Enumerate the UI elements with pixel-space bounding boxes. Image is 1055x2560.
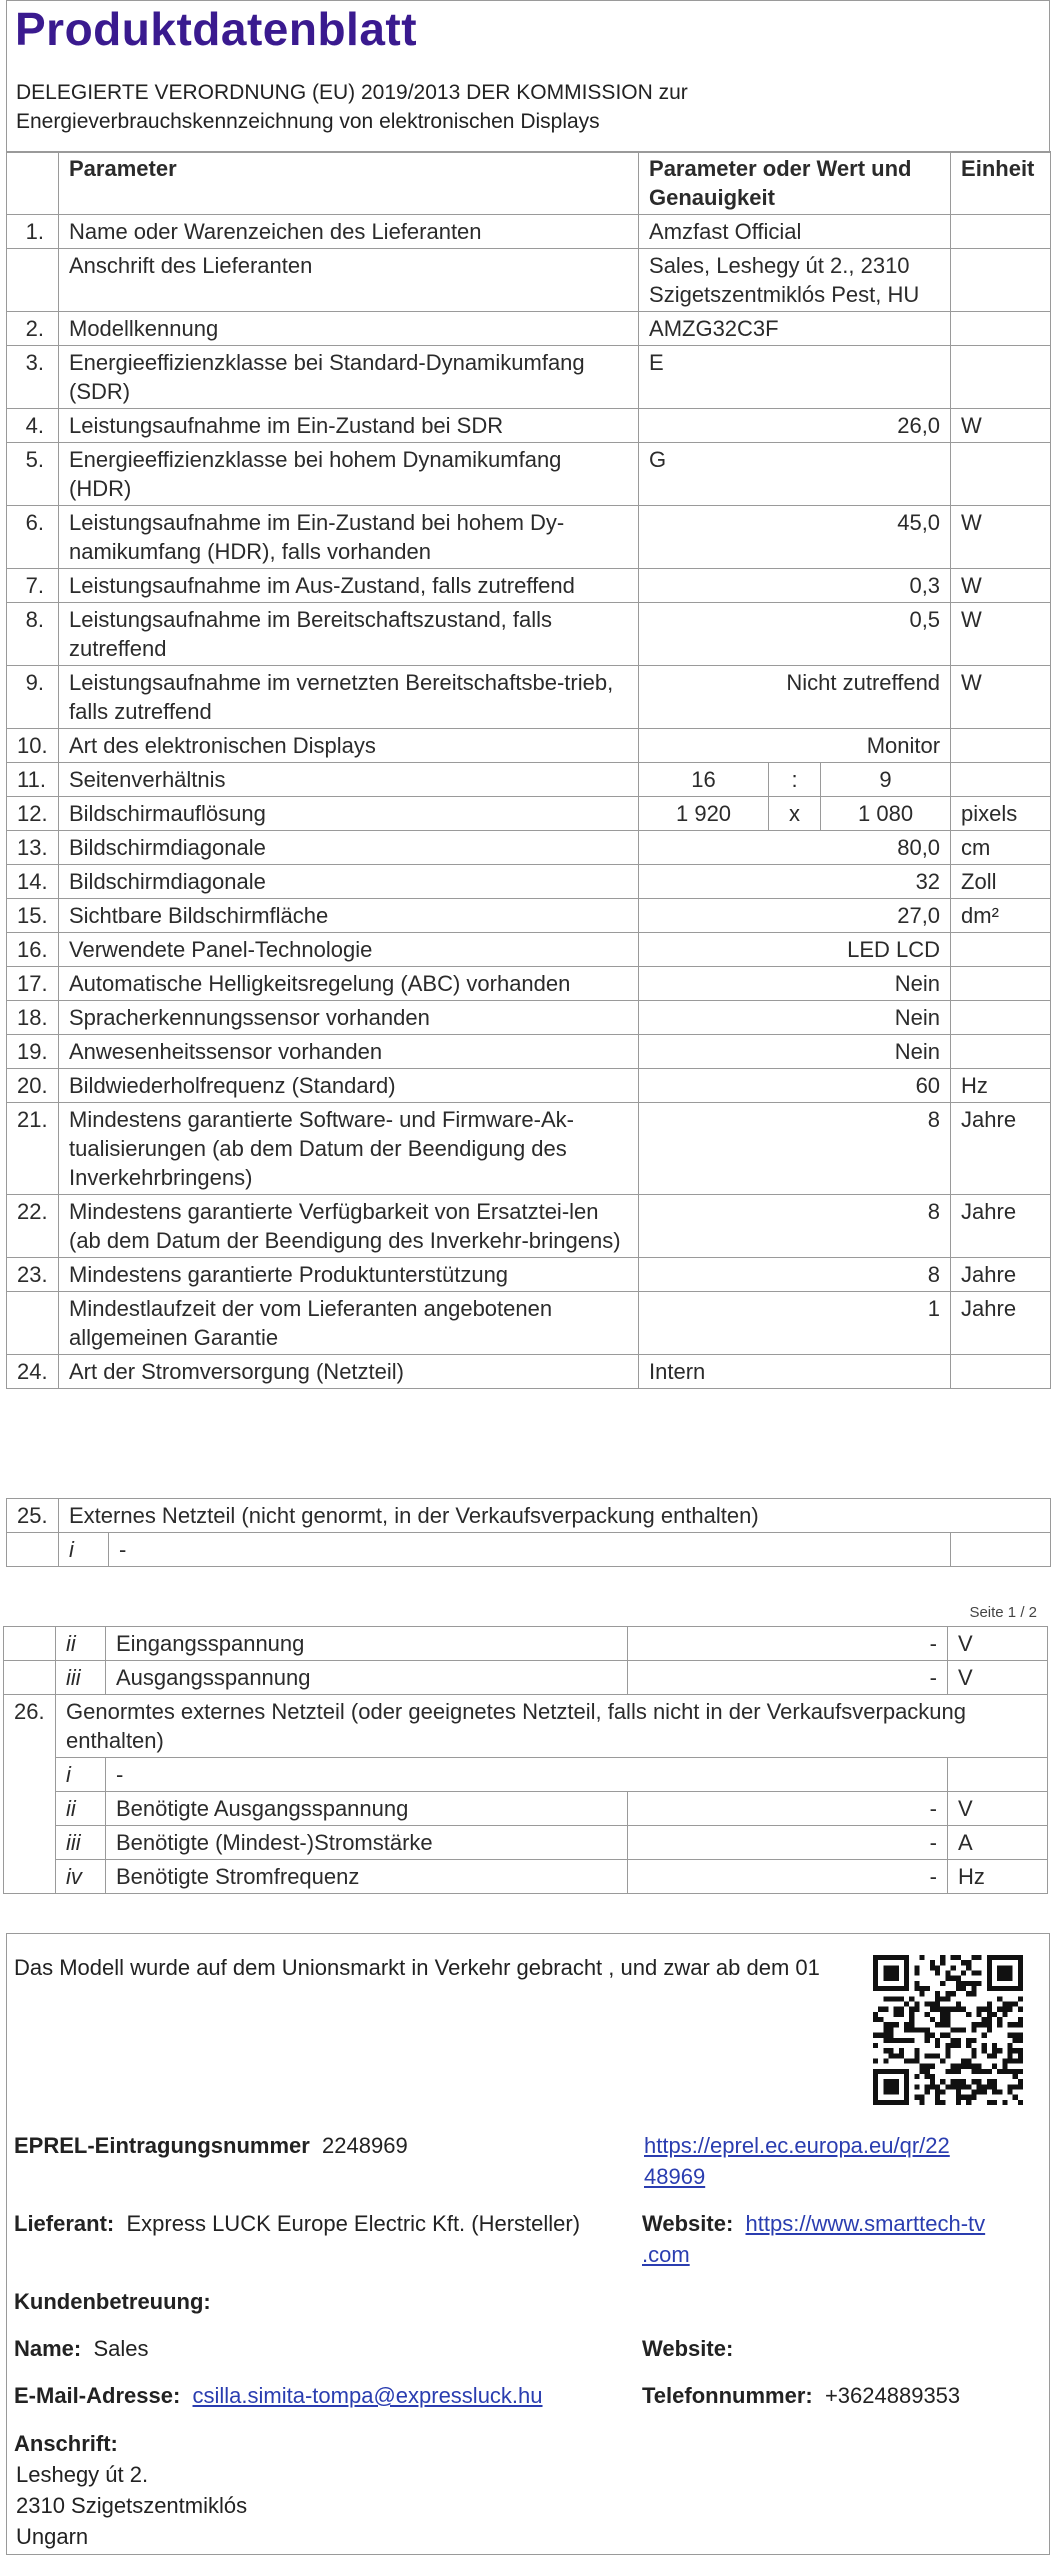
eprel-number: 2248969: [322, 2133, 408, 2158]
row-number: 3.: [7, 346, 59, 409]
row-unit: [951, 249, 1051, 312]
row-separator: x: [769, 797, 821, 831]
row-value-1: 16: [639, 763, 769, 797]
row-number: 20.: [7, 1069, 59, 1103]
sub-index: iii: [56, 1661, 106, 1695]
row-label: Spracherkennungssensor vorhanden: [59, 1001, 639, 1035]
row-value: -: [628, 1792, 948, 1826]
row-number: 7.: [7, 569, 59, 603]
row-value: Sales, Leshegy út 2., 2310 Szigetszentmiklós Pest, HU: [639, 249, 951, 312]
row-value: G: [639, 443, 951, 506]
row-unit: Hz: [951, 1069, 1051, 1103]
row-unit: [951, 1001, 1051, 1035]
website-link[interactable]: https://www.smarttech-tv: [745, 2211, 986, 2236]
table-row: [7, 1258, 1051, 1292]
email-label: E-Mail-Adresse:: [14, 2383, 181, 2408]
address-line-2: 2310 Szigetszentmiklós: [16, 2493, 248, 2518]
row-number: 12.: [7, 797, 59, 831]
row-label: Automatische Helligkeitsregelung (ABC) vorhanden: [59, 967, 639, 1001]
table-row: [4, 1758, 1048, 1792]
row-number: 24.: [7, 1355, 59, 1389]
table-row: [7, 603, 1051, 666]
website-label: Website:: [642, 2211, 734, 2236]
table-row: [7, 506, 1051, 569]
row-separator: :: [769, 763, 821, 797]
table-row: [7, 215, 1051, 249]
row-label: Bildwiederholfrequenz (Standard): [59, 1069, 639, 1103]
row-value: -: [628, 1661, 948, 1695]
supplier-label: Lieferant:: [14, 2211, 115, 2236]
row-label: Mindestens garantierte Software- und Firmware-Ak-tualisierungen (ab dem Datum der Beendigung des Inverkehrbringens): [59, 1103, 639, 1195]
row-label: Anwesenheitssensor vorhanden: [59, 1035, 639, 1069]
table-row: [7, 1292, 1051, 1355]
sub-index: i: [56, 1758, 106, 1792]
header-value: Parameter oder Wert und Genauigkeit: [639, 152, 951, 215]
eprel-row: [14, 2130, 408, 2161]
row-unit: Jahre: [951, 1292, 1051, 1355]
row-number: 15.: [7, 899, 59, 933]
row-unit: Zoll: [951, 865, 1051, 899]
row-label: Energieeffizienzklasse bei Standard-Dynamikumfang (SDR): [59, 346, 639, 409]
table-row: [4, 1627, 1048, 1661]
table-row: [7, 831, 1051, 865]
row-value-2: 1 080: [821, 797, 951, 831]
row-number: 14.: [7, 865, 59, 899]
phone-label: Telefonnummer:: [642, 2383, 813, 2408]
row-value: -: [109, 1533, 951, 1567]
row-unit: [951, 729, 1051, 763]
email-row: [14, 2380, 543, 2411]
subtitle-line-1: DELEGIERTE VERORDNUNG (EU) 2019/2013 DER KOMMISSION zur: [16, 81, 688, 104]
eprel-link-line-1[interactable]: https://eprel.ec.europa.eu/qr/22: [644, 2133, 950, 2158]
row-label: Sichtbare Bildschirmfläche: [59, 899, 639, 933]
table-row: [7, 1001, 1051, 1035]
table-row: [7, 249, 1051, 312]
table-row: [7, 1355, 1051, 1389]
row-label: Genormtes externes Netzteil (oder geeignetes Netzteil, falls nicht in der Verkaufsverpackung enthalten): [56, 1695, 1048, 1758]
row-label: Mindestens garantierte Verfügbarkeit von Ersatztei-len (ab dem Datum der Beendigung des Inverkehr-bringens): [59, 1195, 639, 1258]
contact-name-row: [14, 2333, 149, 2364]
eprel-link-line-2[interactable]: 48969: [644, 2164, 706, 2189]
row-label: Benötigte Ausgangsspannung: [106, 1792, 628, 1826]
table-row: [7, 443, 1051, 506]
table-row: [7, 899, 1051, 933]
header-parameter: Parameter: [59, 152, 639, 215]
table-header-row: [7, 152, 1051, 215]
row-value: 80,0: [639, 831, 951, 865]
row-unit: W: [951, 569, 1051, 603]
row-unit: W: [951, 409, 1051, 443]
row-label: Benötigte (Mindest-)Stromstärke: [106, 1826, 628, 1860]
table-row: [4, 1826, 1048, 1860]
header-unit: Einheit: [951, 152, 1051, 215]
row-number: [4, 1661, 56, 1695]
row-value: 60: [639, 1069, 951, 1103]
row-value: -: [628, 1860, 948, 1894]
contact-website-label: Website:: [642, 2336, 734, 2361]
page-number: Seite 1 / 2: [969, 1604, 1037, 1621]
row-value: LED LCD: [639, 933, 951, 967]
row-unit: [951, 443, 1051, 506]
row-value: Nein: [639, 967, 951, 1001]
table-row: [7, 967, 1051, 1001]
row-number: 2.: [7, 312, 59, 346]
website-row: [642, 2208, 1032, 2270]
contact-name-label: Name:: [14, 2336, 82, 2361]
table-row: [7, 346, 1051, 409]
supplier-name: Express LUCK Europe Electric Kft. (Hersteller): [126, 2211, 581, 2236]
row-value: E: [639, 346, 951, 409]
row-value: 32: [639, 865, 951, 899]
row-label: Ausgangsspannung: [106, 1661, 628, 1695]
row-unit: Jahre: [951, 1258, 1051, 1292]
table-row: [7, 763, 1051, 797]
row-value-2: 9: [821, 763, 951, 797]
row-unit: pixels: [951, 797, 1051, 831]
row-unit: [951, 215, 1051, 249]
table-row: [7, 729, 1051, 763]
row-number: 6.: [7, 506, 59, 569]
row-number: 13.: [7, 831, 59, 865]
row-label: Leistungsaufnahme im Ein-Zustand bei SDR: [59, 409, 639, 443]
row-value: 0,3: [639, 569, 951, 603]
row-value: 26,0: [639, 409, 951, 443]
row-label: Modellkennung: [59, 312, 639, 346]
row-label: Energieeffizienzklasse bei hohem Dynamikumfang (HDR): [59, 443, 639, 506]
power-supply-table-p2: [3, 1626, 1048, 1894]
row-value: 27,0: [639, 899, 951, 933]
row-unit: V: [948, 1627, 1048, 1661]
row-value: 8: [639, 1258, 951, 1292]
row-value: Nein: [639, 1001, 951, 1035]
row-unit: W: [951, 666, 1051, 729]
row-unit: dm²: [951, 899, 1051, 933]
row-unit: [948, 1758, 1048, 1792]
row-value: -: [628, 1627, 948, 1661]
row-number: [4, 1627, 56, 1661]
header-number: [7, 152, 59, 215]
row-label: Anschrift des Lieferanten: [59, 249, 639, 312]
row-label: Externes Netzteil (nicht genormt, in der Verkaufsverpackung enthalten): [59, 1499, 1051, 1533]
table-row: [7, 1195, 1051, 1258]
row-unit: cm: [951, 831, 1051, 865]
row-value: 0,5: [639, 603, 951, 666]
row-value: Nein: [639, 1035, 951, 1069]
row-label: Leistungsaufnahme im Aus-Zustand, falls zutreffend: [59, 569, 639, 603]
row-value: Nicht zutreffend: [639, 666, 951, 729]
row-number: 17.: [7, 967, 59, 1001]
row-label: Name oder Warenzeichen des Lieferanten: [59, 215, 639, 249]
row-number: [7, 249, 59, 312]
row-number: [7, 1292, 59, 1355]
website-link-cont[interactable]: .com: [642, 2242, 690, 2267]
sub-index: ii: [56, 1627, 106, 1661]
row-value: Monitor: [639, 729, 951, 763]
row-value: 45,0: [639, 506, 951, 569]
row-number: 18.: [7, 1001, 59, 1035]
customer-service-heading: Kundenbetreuung:: [14, 2289, 211, 2314]
table-row: [7, 1035, 1051, 1069]
row-label: Bildschirmdiagonale: [59, 831, 639, 865]
row-number: 10.: [7, 729, 59, 763]
table-row: [7, 409, 1051, 443]
row-number: 22.: [7, 1195, 59, 1258]
table-row: [7, 1499, 1051, 1533]
table-row: [4, 1792, 1048, 1826]
row-unit: Jahre: [951, 1103, 1051, 1195]
table-row: [7, 312, 1051, 346]
qr-code-icon[interactable]: [873, 1955, 1023, 2105]
sub-index: iii: [56, 1826, 106, 1860]
supplier-row: [14, 2208, 580, 2239]
subtitle-line-2: Energieverbrauchskennzeichnung von elektronischen Displays: [16, 110, 600, 133]
row-unit: W: [951, 603, 1051, 666]
contact-name: Sales: [93, 2336, 149, 2361]
table-row: [7, 1533, 1051, 1567]
row-number: 16.: [7, 933, 59, 967]
table-row: [7, 797, 1051, 831]
address-line-3: Ungarn: [16, 2524, 89, 2549]
row-unit: A: [948, 1826, 1048, 1860]
table-row: [7, 1103, 1051, 1195]
address-label: Anschrift:: [14, 2431, 118, 2456]
table-row: [4, 1860, 1048, 1894]
row-value: -: [106, 1758, 948, 1792]
table-row: [4, 1695, 1048, 1758]
row-number: 25.: [7, 1499, 59, 1533]
row-label: Seitenverhältnis: [59, 763, 639, 797]
row-value: 8: [639, 1195, 951, 1258]
row-unit: [951, 967, 1051, 1001]
row-number: [7, 1533, 59, 1567]
parameter-table: [6, 151, 1051, 1389]
row-value: 8: [639, 1103, 951, 1195]
row-value: AMZG32C3F: [639, 312, 951, 346]
row-unit: V: [948, 1661, 1048, 1695]
row-label: Leistungsaufnahme im vernetzten Bereitschaftsbe-trieb, falls zutreffend: [59, 666, 639, 729]
row-unit: W: [951, 506, 1051, 569]
table-row: [7, 569, 1051, 603]
row-label: Art des elektronischen Displays: [59, 729, 639, 763]
row-number: 26.: [4, 1695, 56, 1894]
row-value: Amzfast Official: [639, 215, 951, 249]
row-label: Leistungsaufnahme im Bereitschaftszustand, falls zutreffend: [59, 603, 639, 666]
market-date-text: Das Modell wurde auf dem Unionsmarkt in Verkehr gebracht , und zwar ab dem 01: [14, 1955, 820, 1980]
row-number: 5.: [7, 443, 59, 506]
regulation-subtitle: [16, 78, 688, 136]
row-unit: [951, 933, 1051, 967]
email-link[interactable]: csilla.simita-tompa@expressluck.hu: [192, 2383, 543, 2408]
page-title: Produktdatenblatt: [15, 3, 418, 55]
row-unit: [951, 346, 1051, 409]
row-label: Leistungsaufnahme im Ein-Zustand bei hohem Dy-namikumfang (HDR), falls vorhanden: [59, 506, 639, 569]
row-label: Verwendete Panel-Technologie: [59, 933, 639, 967]
row-number: 19.: [7, 1035, 59, 1069]
row-unit: [951, 312, 1051, 346]
row-unit: Jahre: [951, 1195, 1051, 1258]
address-line-1: Leshegy út 2.: [16, 2462, 149, 2487]
row-unit: [951, 763, 1051, 797]
row-label: Mindestens garantierte Produktunterstützung: [59, 1258, 639, 1292]
eprel-label: EPREL-Eintragungsnummer: [14, 2133, 310, 2158]
row-number: 8.: [7, 603, 59, 666]
row-unit: [951, 1533, 1051, 1567]
row-number: 23.: [7, 1258, 59, 1292]
eprel-link[interactable]: [644, 2130, 950, 2192]
row-value: Intern: [639, 1355, 951, 1389]
row-number: 1.: [7, 215, 59, 249]
phone-row: [642, 2380, 960, 2411]
row-label: Bildschirmdiagonale: [59, 865, 639, 899]
row-label: Bildschirmauflösung: [59, 797, 639, 831]
table-row: [7, 865, 1051, 899]
row-number: 21.: [7, 1103, 59, 1195]
sub-index: ii: [56, 1792, 106, 1826]
table-row: [7, 1069, 1051, 1103]
table-row: [4, 1661, 1048, 1695]
row-number: 4.: [7, 409, 59, 443]
row-label: Mindestlaufzeit der vom Lieferanten angebotenen allgemeinen Garantie: [59, 1292, 639, 1355]
sub-index: iv: [56, 1860, 106, 1894]
sub-index: i: [59, 1533, 109, 1567]
row-label: Eingangsspannung: [106, 1627, 628, 1661]
row-unit: Hz: [948, 1860, 1048, 1894]
table-row: [7, 666, 1051, 729]
phone-number: +3624889353: [824, 2383, 961, 2408]
row-number: 9.: [7, 666, 59, 729]
row-label: Benötigte Stromfrequenz: [106, 1860, 628, 1894]
row-value: -: [628, 1826, 948, 1860]
row-value: 1: [639, 1292, 951, 1355]
row-unit: [951, 1355, 1051, 1389]
power-supply-table-p1: [6, 1498, 1051, 1567]
row-number: 11.: [7, 763, 59, 797]
table-row: [7, 933, 1051, 967]
address-block: [14, 2428, 247, 2552]
row-value-1: 1 920: [639, 797, 769, 831]
row-unit: [951, 1035, 1051, 1069]
row-unit: V: [948, 1792, 1048, 1826]
row-label: Art der Stromversorgung (Netzteil): [59, 1355, 639, 1389]
